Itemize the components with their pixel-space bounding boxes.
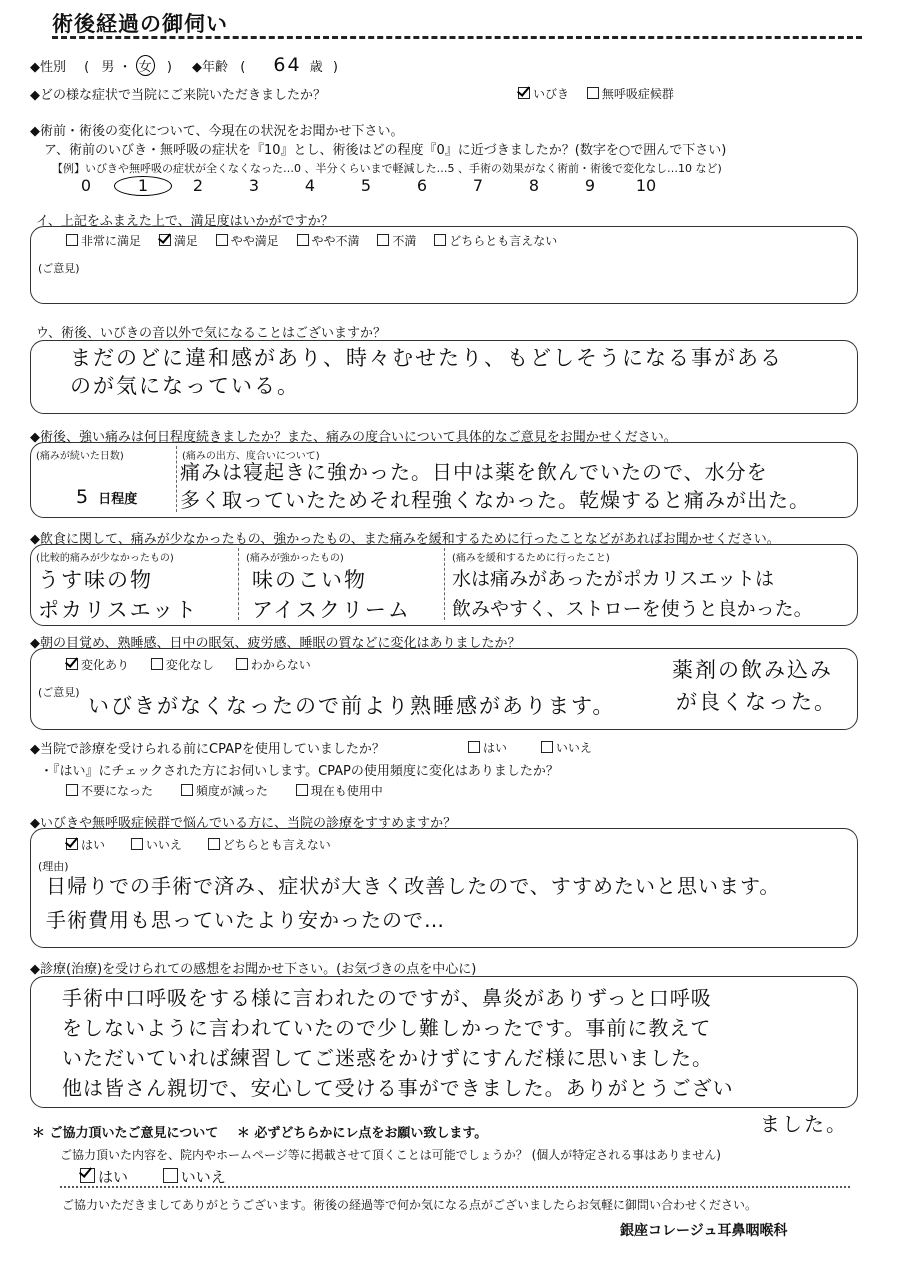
pain-days-unit: 日程度 xyxy=(98,492,138,507)
cpap-options xyxy=(468,739,592,756)
snoring-label: いびき xyxy=(533,87,570,101)
food-col1-line2[interactable]: ポカリスエット xyxy=(38,598,199,622)
footer-thanks: ご協力いただきましてありがとうございます。術後の経過等で何か気になる点がございましたらお気軽に御問い合わせください。 xyxy=(62,1198,758,1212)
food-col3-line2[interactable]: 飲みやすく、ストローを使うと良かった。 xyxy=(452,598,813,620)
age-value[interactable]: 64 xyxy=(273,54,302,76)
pain-detail-label: (痛みの出方、度合いについて) xyxy=(182,451,320,462)
pain-days-label: (痛みが続いた日数) xyxy=(36,451,124,462)
option-satisfied-label: 満足 xyxy=(173,234,198,248)
age-unit: 歳 xyxy=(309,60,323,75)
food-col3-label: (痛みを緩和するために行ったこと) xyxy=(452,553,610,564)
form-title: 術後経過の御伺い xyxy=(52,12,228,36)
symptoms-options xyxy=(518,85,674,102)
snoring-checkbox[interactable] xyxy=(518,87,530,99)
impression-line3[interactable]: いただいていれば練習してご迷惑をかけずにすんだ様に思いました。 xyxy=(62,1046,713,1070)
sleep-question: ◆朝の目覚め、熟睡感、日中の眠気、疲労感、睡眠の質などに変化はありましたか？ xyxy=(30,636,521,651)
scale-5[interactable]: 5 xyxy=(360,176,372,195)
food-col1-line1[interactable]: うす味の物 xyxy=(38,568,153,592)
cpap-still-using-label: 現在も使用中 xyxy=(310,784,383,798)
sleep-changed-checkbox[interactable] xyxy=(66,658,78,670)
recommend-neutral-label: どちらとも言えない xyxy=(222,838,331,852)
cpap-no-label: いいえ xyxy=(555,741,592,755)
impression-question: ◆診療(治療)を受けられての感想をお聞かせ下さい。(お気づきの点を中心に) xyxy=(30,962,477,977)
scale-example: 【例】いびきや無呼吸の症状が全くなくなった…0 、半分くらいまで軽減した…5 、手術の効果がなく術前・術後で変化なし…10 など) xyxy=(52,162,722,175)
pain-divider xyxy=(176,446,177,512)
sleep-unknown-checkbox[interactable] xyxy=(236,658,248,670)
pain-question: ◆術後、強い痛みは何日程度続きましたか？また、痛みの度合いについて具体的なご意見をお聞かせください。 xyxy=(30,430,677,445)
option-neutral-checkbox[interactable] xyxy=(434,234,446,246)
cpap-no-checkbox[interactable] xyxy=(541,741,553,753)
other-concerns-answer-line1[interactable]: まだのどに違和感があり、時々むせたり、もどしそうになる事がある xyxy=(70,346,783,370)
consent-no-label: いいえ xyxy=(180,1168,226,1186)
option-dissatisfied-checkbox[interactable] xyxy=(377,234,389,246)
sleep-answer-tail[interactable]: が良くなった。 xyxy=(676,690,837,714)
recommend-answer-line1[interactable]: 日帰りでの手術で済み、症状が大きく改善したので、すすめたいと思います。 xyxy=(46,874,781,898)
food-col2-label: (痛みが強かったもの) xyxy=(246,553,344,564)
scale-7[interactable]: 7 xyxy=(472,176,484,195)
gender-label: ◆性別 xyxy=(30,60,66,75)
sleep-unchanged-label: 変化なし xyxy=(165,658,214,672)
recommend-neutral-checkbox[interactable] xyxy=(208,838,220,850)
food-divider-1 xyxy=(238,548,239,620)
recommend-no-label: いいえ xyxy=(145,838,182,852)
sleep-options xyxy=(66,656,311,673)
cpap-question: ◆当院で診療を受けられる前にCPAPを使用していましたか？ xyxy=(30,742,385,757)
pain-detail-line1[interactable]: 痛みは寝起きに強かった。日中は薬を飲んでいたので、水分を xyxy=(180,460,768,484)
sleep-changed-label: 変化あり xyxy=(81,658,130,672)
option-satisfied-checkbox[interactable] xyxy=(159,234,171,246)
scale-3[interactable]: 3 xyxy=(248,176,260,195)
food-divider-2 xyxy=(444,548,445,620)
consent-options xyxy=(80,1166,226,1187)
recommend-yes-checkbox[interactable] xyxy=(66,838,78,850)
scale-2[interactable]: 2 xyxy=(192,176,204,195)
sleep-answer-top[interactable]: 薬剤の飲み込み xyxy=(672,658,833,682)
recommend-yes-label: はい xyxy=(81,838,106,852)
scale-9[interactable]: 9 xyxy=(584,176,596,195)
food-question: ◆飲食に関して、痛みが少なかったもの、強かったもの、また痛みを緩和するために行ったことなどがあればお聞かせください。 xyxy=(30,532,780,547)
option-very-satisfied-checkbox[interactable] xyxy=(66,234,78,246)
option-somewhat-dissatisfied-checkbox[interactable] xyxy=(297,234,309,246)
food-col1-label: (比較的痛みが少なかったもの) xyxy=(36,553,174,564)
recommend-reason-label: (理由) xyxy=(38,860,69,873)
scale-question: ア、術前のいびき・無呼吸の症状を『10』とし、術後はどの程度『0』に近づきましたか？(数字を○で囲んで下さい) xyxy=(44,143,727,158)
impression-line1[interactable]: 手術中口呼吸をする様に言われたのですが、鼻炎がありずっと口呼吸 xyxy=(62,986,712,1010)
cpap-reduced-checkbox[interactable] xyxy=(181,784,193,796)
other-concerns-question: ウ、術後、いびきの音以外で気になることはございますか？ xyxy=(36,326,386,341)
impression-line4[interactable]: 他は皆さん親切で、安心して受ける事ができました。ありがとうござい xyxy=(62,1076,734,1100)
scale-1-circle: 1 xyxy=(114,176,172,196)
option-dissatisfied-label: 不満 xyxy=(392,234,417,248)
sleep-unchanged-checkbox[interactable] xyxy=(151,658,163,670)
gender-female-selected[interactable]: 女 xyxy=(136,55,155,76)
recommend-answer-line2[interactable]: 手術費用も思っていたより安かったので… xyxy=(46,908,445,932)
consent-question: ご協力頂いた内容を、院内やホームページ等に掲載させて頂くことは可能でしょうか？ (個人が特定される事はありません) xyxy=(60,1148,721,1162)
consent-divider xyxy=(60,1186,850,1188)
consent-no-checkbox[interactable] xyxy=(163,1168,178,1183)
scale-10[interactable]: 10 xyxy=(635,176,657,195)
pain-days-value: 5 xyxy=(76,486,91,508)
consent-note1: ＊ ご協力頂いたご意見について xyxy=(32,1126,219,1141)
symptoms-question: ◆どの様な症状で当院にご来院いただきましたか？ xyxy=(30,88,326,103)
other-concerns-answer-line2[interactable]: のが気になっている。 xyxy=(70,374,300,398)
cpap-sub-options xyxy=(66,782,383,799)
scale-4[interactable]: 4 xyxy=(304,176,316,195)
apnea-label: 無呼吸症候群 xyxy=(601,87,674,101)
impression-line5[interactable]: ました。 xyxy=(760,1112,848,1136)
sleep-opinion-label: (ご意見) xyxy=(38,686,80,699)
option-somewhat-satisfied-checkbox[interactable] xyxy=(216,234,228,246)
sleep-unknown-label: わからない xyxy=(250,658,311,672)
scale-0[interactable]: 0 xyxy=(80,176,92,195)
cpap-sub-question: ・『はい』にチェックされた方にお伺いします。CPAPの使用頻度に変化はありましたか？ xyxy=(40,764,559,779)
cpap-unneeded-label: 不要になった xyxy=(81,784,154,798)
consent-yes-checkbox[interactable] xyxy=(80,1168,95,1183)
age-label: ◆年齢 xyxy=(192,60,229,75)
consent-notes xyxy=(32,1122,487,1141)
change-question: ◆術前・術後の変化について、今現在の状況をお聞かせ下さい。 xyxy=(30,124,404,139)
consent-note2: ＊ 必ずどちらかにレ点をお願い致します。 xyxy=(236,1126,488,1141)
consent-yes-label: はい xyxy=(98,1168,129,1186)
cpap-yes-label: はい xyxy=(483,741,508,755)
scale-numbers xyxy=(58,176,674,196)
scale-1-selected[interactable] xyxy=(114,176,170,196)
food-col2-line1[interactable]: 味のこい物 xyxy=(252,568,367,592)
recommend-question: ◆いびきや無呼吸症候群で悩んでいる方に、当院の診療をすすめますか？ xyxy=(30,816,457,831)
pain-days-field[interactable] xyxy=(76,486,137,508)
recommend-no-checkbox[interactable] xyxy=(131,838,143,850)
food-col3-line1[interactable]: 水は痛みがあったがポカリスエットは xyxy=(452,568,775,590)
footer-clinic-name: 銀座コレージュ耳鼻咽喉科 xyxy=(620,1223,788,1239)
gender-row: ◆性別 ( 男 ・ 女 ) ◆年齢 ( 64 歳 ) xyxy=(30,54,338,76)
option-very-satisfied-label: 非常に満足 xyxy=(81,234,142,248)
scale-6[interactable]: 6 xyxy=(416,176,428,195)
option-somewhat-dissatisfied-label: やや不満 xyxy=(311,234,360,248)
cpap-still-using-checkbox[interactable] xyxy=(296,784,308,796)
option-somewhat-satisfied-label: やや満足 xyxy=(230,234,279,248)
gender-male[interactable]: 男 xyxy=(101,60,115,75)
cpap-reduced-label: 頻度が減った xyxy=(195,784,268,798)
food-col2-line2[interactable]: アイスクリーム xyxy=(252,598,411,622)
cpap-yes-checkbox[interactable] xyxy=(468,741,480,753)
gender-separator: ・ xyxy=(118,60,132,75)
sleep-answer-main[interactable]: いびきがなくなったので前より熟睡感があります。 xyxy=(88,694,616,718)
cpap-unneeded-checkbox[interactable] xyxy=(66,784,78,796)
scale-8[interactable]: 8 xyxy=(528,176,540,195)
title-divider xyxy=(52,36,862,39)
apnea-checkbox[interactable] xyxy=(587,87,599,99)
impression-line2[interactable]: をしないように言われていたので少し難しかったです。事前に教えて xyxy=(62,1016,712,1040)
satisfaction-options xyxy=(66,232,557,249)
option-neutral-label: どちらとも言えない xyxy=(449,234,558,248)
satisfaction-opinion-label: (ご意見) xyxy=(38,262,80,275)
satisfaction-question: イ、上記をふまえた上で、満足度はいかがですか？ xyxy=(36,214,334,229)
pain-detail-line2[interactable]: 多く取っていたためそれ程強くなかった。乾燥すると痛みが出た。 xyxy=(180,488,810,512)
recommend-options xyxy=(66,836,331,853)
